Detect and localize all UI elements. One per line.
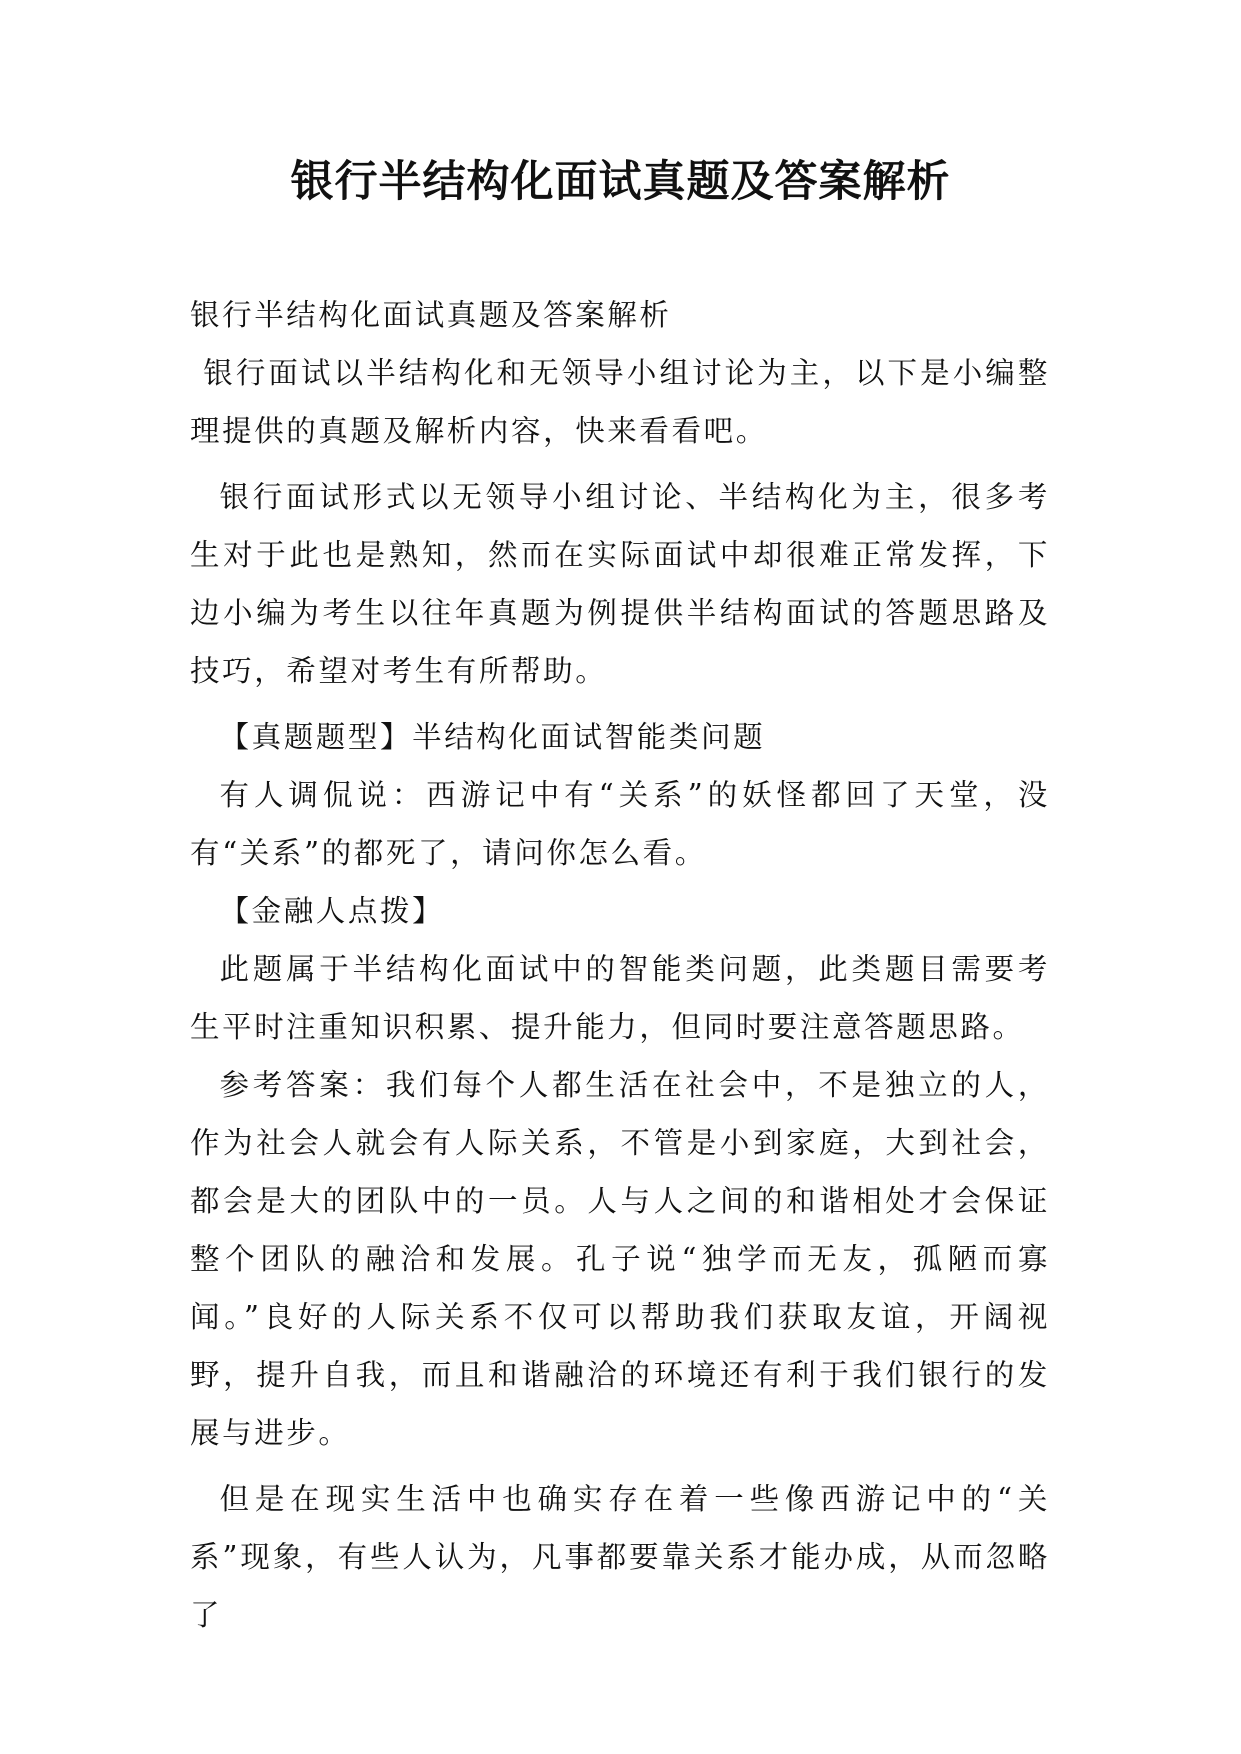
guidance-text: 此题属于半结构化面试中的智能类问题，此类题目需要考生平时注重知识积累、提升能力，但同时要注意答题思路。	[190, 952, 1050, 1044]
paragraph-intro: 银行面试以半结构化和无领导小组讨论为主，以下是小编整理提供的真题及解析内容，快来看看吧。	[190, 356, 1050, 448]
paragraph-continuation: 但是在现实生活中也确实存在着一些像西游记中的“关系”现象，有些人认为，凡事都要靠关系才能办成，从而忽略了	[190, 1482, 1050, 1632]
question-type-heading: 【真题题型】半结构化面试智能类问题	[219, 720, 766, 754]
reference-answer: 参考答案：我们每个人都生活在社会中，不是独立的人，作为社会人就会有人际关系，不管是小到家庭，大到社会，都会是大的团队中的一员。人与人之间的和谐相处才会保证整个团队的融洽和发展。孔子说“独学而无友，孤陋而寡闻。”良好的人际关系不仅可以帮助我们获取友谊，开阔视野，提升自我，而且和谐融洽的环境还有利于我们银行的发展与进步。	[190, 1068, 1050, 1450]
guidance-heading: 【金融人点拨】	[219, 894, 445, 928]
paragraph-subtitle: 银行半结构化面试真题及答案解析	[190, 298, 672, 332]
document-title: 银行半结构化面试真题及答案解析	[290, 157, 951, 207]
question-text: 有人调侃说：西游记中有“关系”的妖怪都回了天堂，没有“关系”的都死了，请问你怎么看。	[190, 778, 1050, 870]
document-body	[190, 286, 1050, 1644]
paragraph-background: 银行面试形式以无领导小组讨论、半结构化为主，很多考生对于此也是熟知，然而在实际面试中却很难正常发挥，下边小编为考生以往年真题为例提供半结构面试的答题思路及技巧，希望对考生有所帮助。	[190, 480, 1050, 688]
